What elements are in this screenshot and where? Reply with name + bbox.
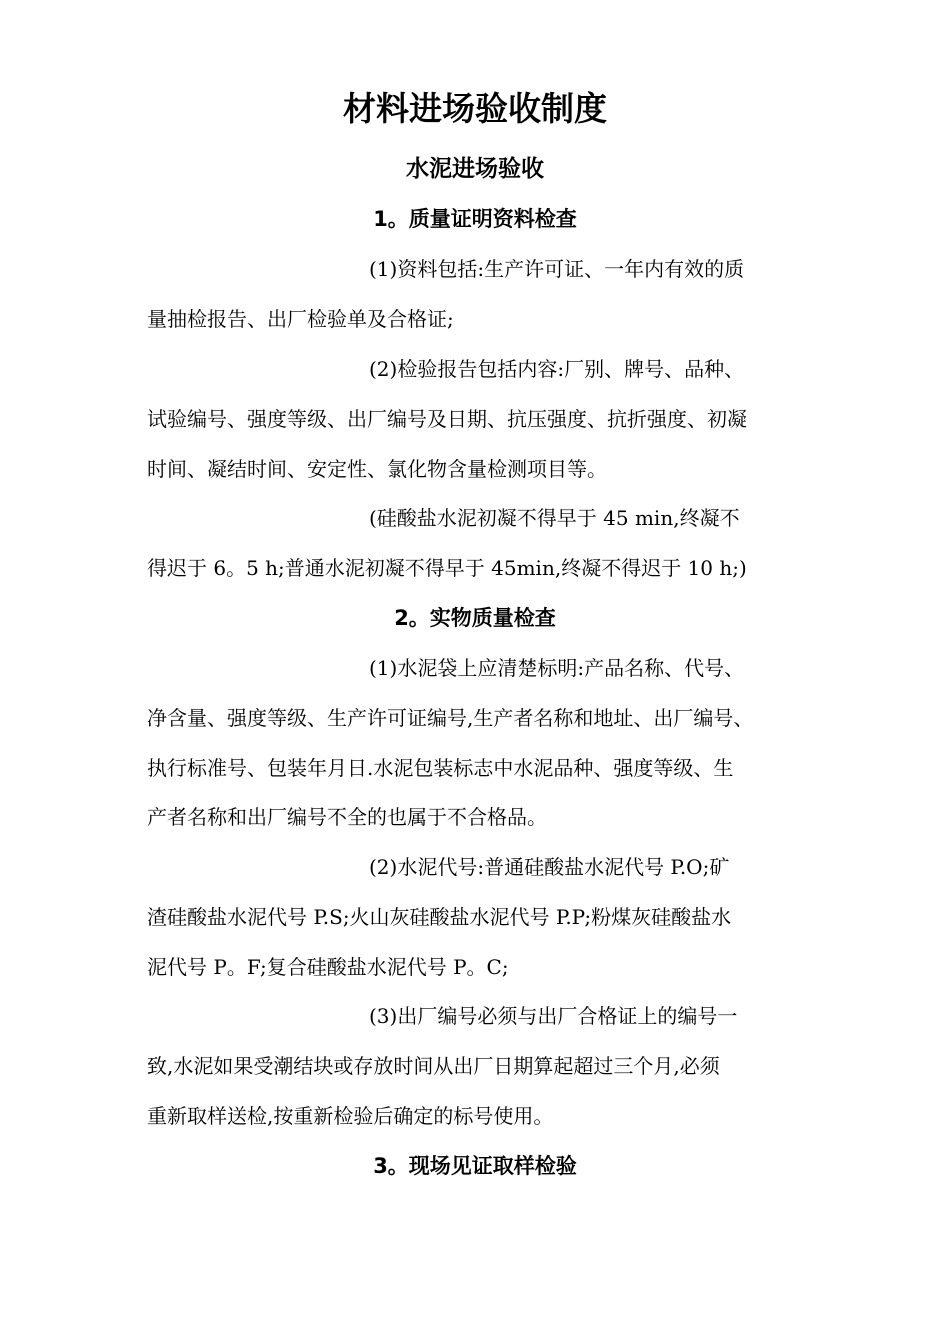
paragraph-1 — [147, 245, 823, 345]
paragraph-4 — [147, 644, 823, 843]
heading-3: 3。现场见证取样检验 — [373, 1154, 577, 1178]
paragraph-line: (1)水泥袋上应清楚标明:产品名称、代号、 — [369, 656, 745, 680]
paragraph-line: (硅酸盐水泥初凝不得早于 45 min,终凝不 — [369, 506, 740, 530]
paragraph-line: (1)资料包括:生产许可证、一年内有效的质 — [369, 257, 745, 281]
paragraph-line: 净含量、强度等级、生产许可证编号,生产者名称和地址、出厂编号、 — [147, 705, 754, 730]
paragraph-line: (2)水泥代号:普通硅酸盐水泥代号 P.O;矿 — [369, 855, 730, 879]
paragraph-line: 产者名称和出厂编号不全的也属于不合格品。 — [147, 805, 547, 830]
paragraph-line: 得迟于 6。5 h;普通水泥初凝不得早于 45min,终凝不得迟于 10 h;) — [147, 555, 747, 580]
paragraph-line: 执行标准号、包装年月日.水泥包装标志中水泥品种、强度等级、生 — [147, 755, 734, 780]
paragraph-line: 渣硅酸盐水泥代号 P.S;火山灰硅酸盐水泥代号 P.P;粉煤灰硅酸盐水 — [147, 904, 732, 929]
paragraph-line: 重新取样送检,按重新检验后确定的标号使用。 — [147, 1103, 554, 1128]
paragraph-line: 致,水泥如果受潮结块或存放时间从出厂日期算起超过三个月,必须 — [147, 1053, 720, 1078]
heading-2: 2。实物质量检查 — [394, 606, 556, 630]
section-title: 水泥进场验收 — [406, 156, 544, 182]
paragraph-3 — [147, 494, 823, 594]
document-title: 材料进场验收制度 — [343, 89, 607, 128]
paragraph-line: 量抽检报告、出厂检验单及合格证; — [147, 306, 454, 331]
heading-1: 1。质量证明资料检查 — [373, 207, 577, 231]
paragraph-5 — [147, 843, 823, 992]
paragraph-line: 时间、凝结时间、安定性、氯化物含量检测项目等。 — [147, 456, 607, 481]
paragraph-line: (3)出厂编号必须与出厂合格证上的编号一 — [369, 1004, 738, 1028]
paragraph-2 — [147, 345, 823, 494]
paragraph-line: (2)检验报告包括内容:厂别、牌号、品种、 — [369, 357, 745, 381]
paragraph-6 — [147, 992, 823, 1141]
paragraph-line: 泥代号 P。F;复合硅酸盐水泥代号 P。C; — [147, 954, 509, 979]
paragraph-line: 试验编号、强度等级、出厂编号及日期、抗压强度、抗折强度、初凝 — [147, 406, 747, 431]
